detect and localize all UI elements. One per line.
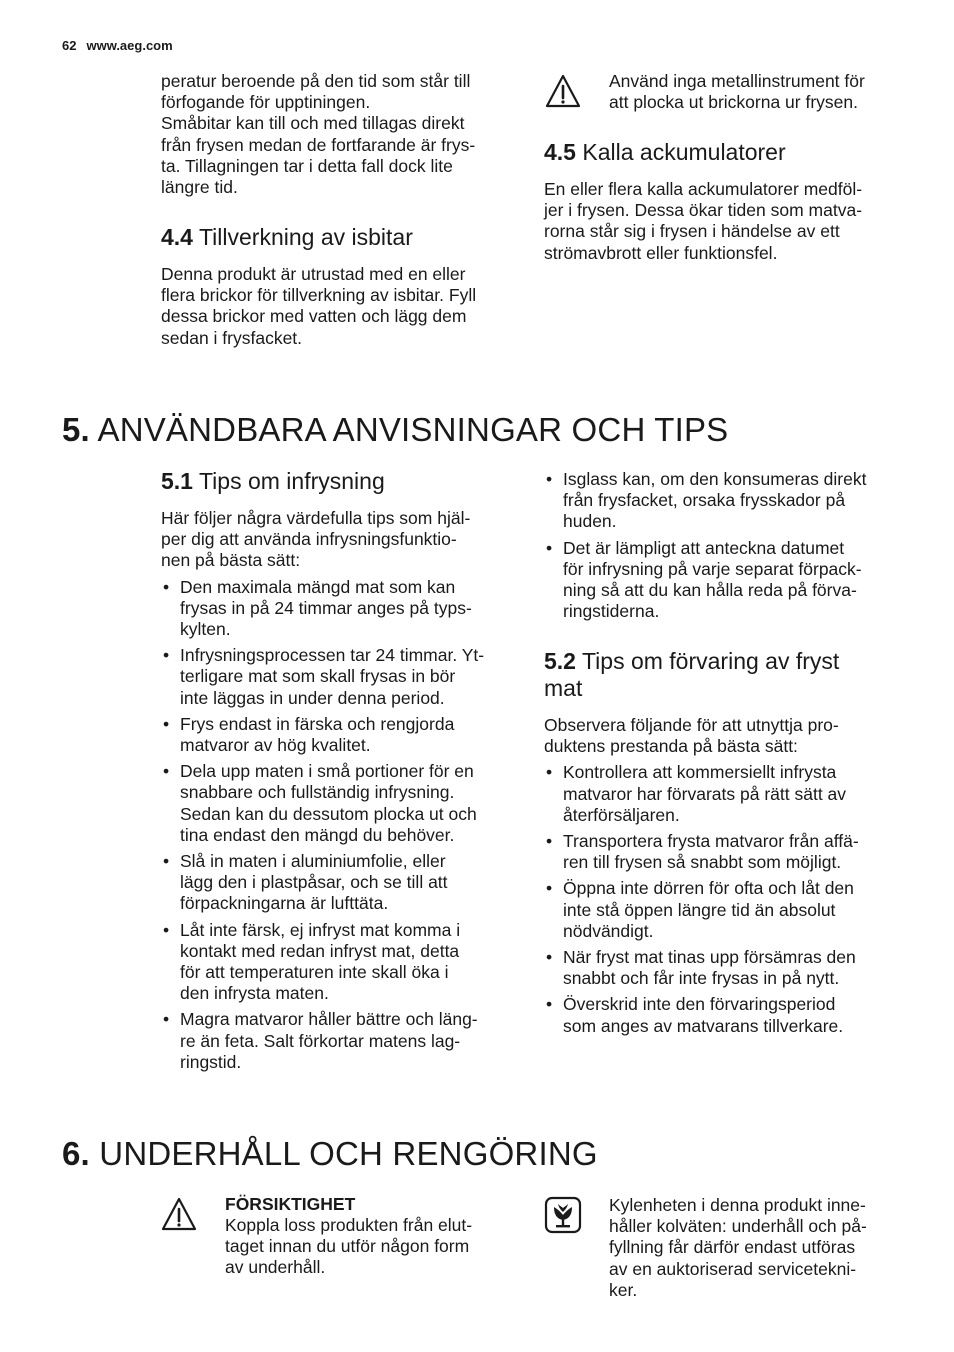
bullet-list: [544, 762, 896, 1036]
warning-text: Använd inga metallinstrument för att plocka ut brickorna ur frysen.: [609, 71, 865, 113]
paragraph-text: Här följer några värdefulla tips som hjäl- per dig att använda infrysningsfunktio- nen på bästa sätt:: [161, 508, 471, 571]
paragraph-text: Observera följande för att utnyttja pro- duktens prestanda på bästa sätt:: [544, 715, 839, 757]
environment-note: [609, 1195, 899, 1301]
section-5-1-continued: [544, 469, 896, 627]
warning-triangle-icon: [544, 72, 582, 117]
paragraph-text: Denna produkt är utrustad med en eller flera brickor för tillverkning av isbitar. Fyll dessa brickor med vatten och lägg dem sedan i frysfacket.: [161, 264, 477, 348]
section-heading: 4.5 Kalla ackumulatorer: [544, 139, 786, 165]
section-5-1: [161, 468, 513, 1078]
intro-continuation: [161, 71, 513, 198]
section-heading: 5.2 Tips om förvaring av fryst mat: [544, 648, 840, 701]
warning-triangle-icon: [160, 1195, 198, 1240]
warning-note: [609, 71, 899, 113]
list-item: • Isglass kan, om den konsumeras direkt från frysfacket, orsaka frysskador på huden.: [544, 469, 896, 533]
caution-note: [225, 1194, 515, 1279]
paragraph-text: En eller flera kalla ackumulatorer medföl- jer i frysen. Dessa ökar tiden som matva- rorna står sig i frysen i händelse av ett strömavbrott eller funktionsfel.: [544, 179, 863, 263]
list-item: • Låt inte färsk, ej infryst mat komma i kontakt med redan infryst mat, detta för att temperaturen inte skall öka i den infrysta maten.: [161, 920, 513, 1005]
section-5-2: [544, 648, 896, 1042]
page-header: [62, 38, 173, 53]
paragraph-text: peratur beroende på den tid som står till förfogande för upptiningen. Småbitar kan till och med tillagas direkt från frysen medan de fortfarande är frys- ta. Tillagningen tar i detta fall dock lite längre tid.: [161, 71, 476, 198]
section-heading: 5.1 Tips om infrysning: [161, 468, 385, 494]
section-4-5: [544, 139, 896, 264]
list-item: • Öppna inte dörren för ofta och låt den inte stå öppen längre tid än absolut nödvändigt.: [544, 878, 896, 942]
list-item: • Den maximala mängd mat som kan frysas in på 24 timmar anges på typs- kylten.: [161, 577, 513, 641]
bullet-list: [544, 469, 896, 622]
chapter-heading: 6. UNDERHÅLL OCH RENGÖRING: [62, 1135, 598, 1172]
section-4-4: [161, 224, 513, 349]
list-item: • Överskrid inte den förvaringsperiod som anges av matvarans tillverkare.: [544, 994, 896, 1036]
list-item: • Frys endast in färska och rengjorda matvaror av hög kvalitet.: [161, 714, 513, 756]
plant-symbol-icon: [544, 1196, 582, 1239]
environment-text: Kylenheten i denna produkt inne- håller kolväten: underhåll och på- fyllning får därför endast utföras av en auktoriserad servicetekni- ker.: [609, 1195, 867, 1300]
list-item: • När fryst mat tinas upp försämras den snabbt och får inte frysas in på nytt.: [544, 947, 896, 989]
chapter-heading: 5. ANVÄNDBARA ANVISNINGAR OCH TIPS: [62, 411, 729, 448]
section-heading: 4.4 Tillverkning av isbitar: [161, 224, 413, 250]
list-item: • Det är lämpligt att anteckna datumet för infrysning på varje separat förpack- ning så att du kan hålla reda på förva- ringstiderna.: [544, 538, 896, 623]
bullet-list: [161, 577, 513, 1073]
list-item: • Slå in maten i aluminiumfolie, eller lägg den i plastpåsar, och se till att förpackningarna är lufttäta.: [161, 851, 513, 915]
list-item: • Infrysningsprocessen tar 24 timmar. Yt- terligare mat som skall frysas in bör inte läggas in under denna period.: [161, 645, 513, 709]
page-number: 62: [62, 38, 77, 53]
list-item: • Dela upp maten i små portioner för en snabbare och fullständig infrysning. Sedan kan du dessutom plocka ut och tina endast den mängd du behöver.: [161, 761, 513, 846]
caution-label: FÖRSIKTIGHET: [225, 1194, 356, 1214]
website-url: www.aeg.com: [86, 38, 173, 53]
list-item: • Kontrollera att kommersiellt infrysta matvaror har förvarats på rätt sätt av återförsäljaren.: [544, 762, 896, 826]
caution-text: Koppla loss produkten från elut- taget innan du utför någon form av underhåll.: [225, 1215, 473, 1278]
list-item: • Magra matvaror håller bättre och läng- re än feta. Salt förkortar matens lag- ringstid.: [161, 1009, 513, 1073]
list-item: • Transportera frysta matvaror från affä- ren till frysen så snabbt som möjligt.: [544, 831, 896, 873]
